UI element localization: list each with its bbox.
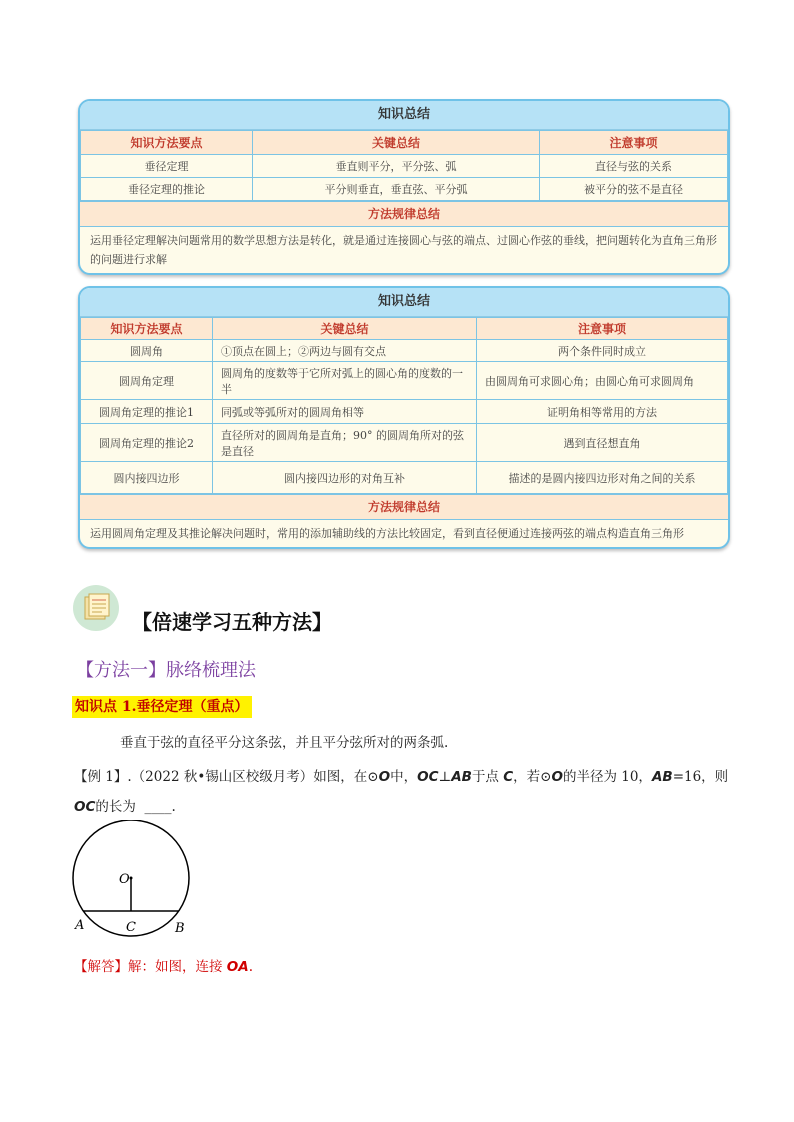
table-cell: 圆周角定理的推论2 [81, 424, 213, 462]
method-summary-title: 方法规律总结 [80, 494, 728, 520]
notebook-icon [73, 585, 119, 631]
table-cell: 遇到直径想直角 [477, 424, 728, 462]
example-text: . [171, 799, 176, 815]
example-text: 的长为 [95, 799, 136, 815]
example-text: 于点 [471, 769, 499, 785]
column-header: 知识方法要点 [81, 318, 213, 340]
table-cell: 圆周角 [81, 340, 213, 362]
summary-table [80, 130, 728, 201]
method-summary-text: 运用圆周角定理及其推论解决问题时，常用的添加辅助线的方法比较固定，看到直径便通过连接两弦的端点构造直角三角形 [90, 527, 684, 540]
table-row [81, 178, 728, 201]
knowledge-point-label: 知识点 1.垂径定理（重点） [72, 696, 252, 718]
label-c: C [126, 920, 136, 935]
circle-figure [60, 820, 200, 940]
table-cell: 垂直则平分，平分弦、弧 [253, 155, 540, 178]
math-var: AB [651, 769, 673, 785]
math-var: AB [451, 769, 472, 785]
table-cell: 同弧或等弧所对的圆周角相等 [213, 400, 477, 424]
answer-blank: ____ [144, 799, 172, 815]
table-cell: 圆内接四边形 [81, 462, 213, 494]
card-title: 知识总结 [80, 288, 728, 317]
table-cell: 圆周角的度数等于它所对弧上的圆心角的度数的一半 [213, 362, 477, 400]
example-text: .（2022 秋•锡山区校级月考）如图，在⊙ [127, 769, 379, 785]
math-var: OC [74, 799, 96, 815]
example-text: ，若⊙ [513, 769, 552, 785]
math-var: OC [417, 769, 439, 785]
table-cell: 垂径定理的推论 [81, 178, 253, 201]
label-o: O [119, 872, 130, 887]
example-label: 【例 1】 [74, 769, 128, 785]
table-cell: ①顶点在圆上；②两边与圆有交点 [213, 340, 477, 362]
knowledge-summary-card-1 [78, 99, 730, 275]
table-cell: 证明角相等常用的方法 [477, 400, 728, 424]
column-header: 知识方法要点 [81, 131, 253, 155]
table-cell: 圆周角定理 [81, 362, 213, 400]
table-cell: 直径与弦的关系 [540, 155, 728, 178]
table-cell: 平分则垂直，垂直弦、平分弧 [253, 178, 540, 201]
table-cell: 两个条件同时成立 [477, 340, 728, 362]
label-a: A [75, 918, 85, 933]
table-cell: 圆内接四边形的对角互补 [213, 462, 477, 494]
table-row [81, 340, 728, 362]
example-text: 的半径为 10， [562, 769, 652, 785]
table-row [81, 462, 728, 494]
math-var: O [378, 769, 391, 785]
center-point [130, 877, 133, 880]
label-b: B [175, 921, 185, 936]
answer-label: 【解答】 [74, 959, 128, 975]
table-cell: 描述的是圆内接四边形对角之间的关系 [477, 462, 728, 494]
column-header: 注意事项 [477, 318, 728, 340]
table-row [81, 362, 728, 400]
table-cell: 直径所对的圆周角是直角；90° 的圆周角所对的弦是直径 [213, 424, 477, 462]
method-heading: 【方法一】脉络梳理法 [76, 660, 256, 681]
table-row [81, 400, 728, 424]
theorem-text: 垂直于弦的直径平分这条弦，并且平分弦所对的两条弧. [120, 735, 449, 751]
card-title: 知识总结 [80, 101, 728, 130]
example-text: =16，则 [672, 769, 729, 785]
example-text: ⊥ [438, 769, 452, 785]
section-title: 【倍速学习五种方法】 [132, 610, 332, 634]
knowledge-summary-card-2 [78, 286, 730, 549]
table-cell: 垂径定理 [81, 155, 253, 178]
answer-line [74, 955, 253, 975]
math-var: OA [226, 959, 249, 975]
table-cell: 圆周角定理的推论1 [81, 400, 213, 424]
method-summary-title: 方法规律总结 [80, 201, 728, 227]
answer-text: . [248, 959, 254, 975]
table-cell: 被平分的弦不是直径 [540, 178, 728, 201]
table-row [81, 155, 728, 178]
answer-text: 解：如图，连接 [128, 959, 223, 975]
math-var: O [551, 769, 563, 785]
table-cell: 由圆周角可求圆心角；由圆心角可求圆周角 [477, 362, 728, 400]
summary-table [80, 317, 728, 494]
example-text: 中， [390, 769, 418, 785]
column-header: 关键总结 [253, 131, 540, 155]
math-var: C [503, 769, 514, 785]
example-problem [74, 762, 734, 822]
table-row [81, 424, 728, 462]
method-summary-text: 运用垂径定理解决问题常用的数学思想方法是转化，就是通过连接圆心与弦的端点、过圆心作弦的垂线，把问题转化为直角三角形的问题进行求解 [90, 234, 717, 266]
column-header: 关键总结 [213, 318, 477, 340]
column-header: 注意事项 [540, 131, 728, 155]
